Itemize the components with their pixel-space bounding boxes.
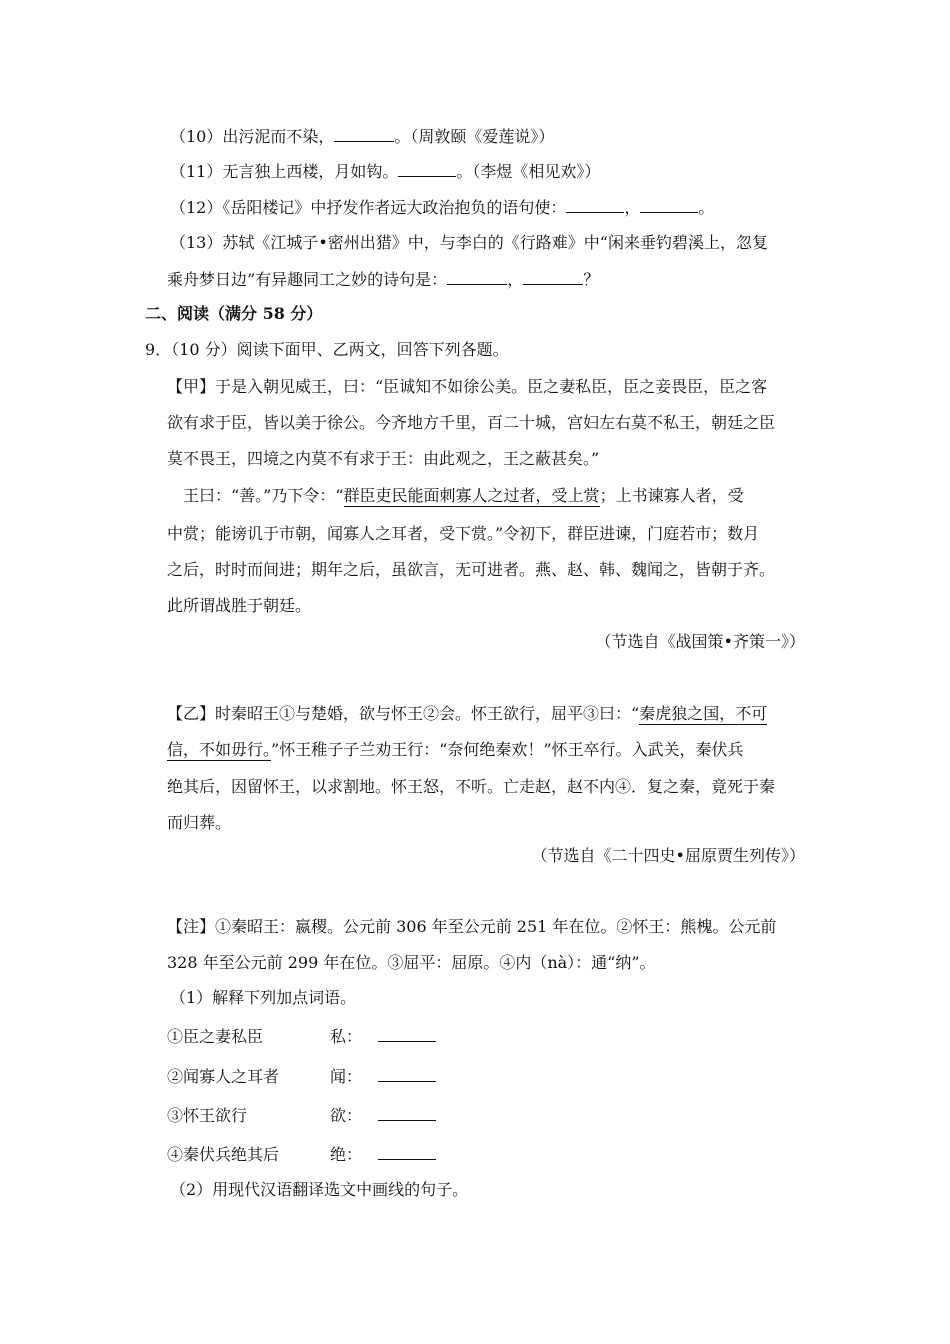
vocab-answer <box>330 1105 436 1127</box>
note-line: 【注】①秦昭王：嬴稷。公元前 306 年至公元前 251 年在位。②怀王：熊槐。公元前 <box>167 917 777 936</box>
subquestion-2-prompt: （2）用现代汉语翻译选文中画线的句子。 <box>170 1180 469 1199</box>
q11-source: 。（李煜《相见欢》） <box>456 162 601 181</box>
q10-source: 。（周敦颐《爱莲说》） <box>394 127 555 146</box>
question-11 <box>170 161 600 183</box>
vocab-answer <box>330 1144 436 1166</box>
vocab-word: 绝： <box>330 1145 363 1164</box>
answer-blank[interactable] <box>447 270 507 285</box>
underlined-sentence: 群臣吏民能面刺寡人之过者，受上赏 <box>343 486 600 505</box>
vocab-phrase: ④秦伏兵绝其后 <box>167 1145 280 1164</box>
passage-yi-line: 而归葬。 <box>167 813 232 832</box>
passage-yi-line: 【乙】时秦昭王①与楚婚，欲与怀王②会。怀王欲行，屈平③曰：“秦虎狼之国，不可 <box>167 704 768 723</box>
vocab-answer <box>330 1026 436 1048</box>
vocab-phrase: ①臣之妻私臣 <box>167 1027 264 1046</box>
section-heading: 二、阅读（满分 58 分） <box>145 304 323 323</box>
vocab-word: 欲： <box>330 1106 363 1125</box>
answer-blank[interactable] <box>640 198 698 213</box>
answer-blank[interactable] <box>398 162 456 177</box>
answer-blank[interactable] <box>378 1067 436 1082</box>
vocab-phrase: ②闻寡人之耳者 <box>167 1067 280 1086</box>
passage-jia-line: 【甲】于是入朝见威王，曰：“臣诚知不如徐公美。臣之妻私臣，臣之妾畏臣，臣之客 <box>167 377 768 396</box>
passage-jia-source: （节选自《战国策•齐策一》） <box>595 632 805 651</box>
vocab-item <box>167 1105 247 1127</box>
vocab-item <box>167 1144 279 1166</box>
answer-blank[interactable] <box>566 198 624 213</box>
answer-blank[interactable] <box>378 1106 436 1121</box>
answer-blank[interactable] <box>378 1145 436 1160</box>
passage-yi-line: 绝其后，因留怀王，以求割地。怀王怒，不听。亡走赵，赵不内④．复之秦，竟死于秦 <box>167 777 776 796</box>
passage-jia-line: 欲有求于臣，皆以美于徐公。今齐地方千里，百二十城，宫妇左右莫不私王，朝廷之臣 <box>167 413 776 432</box>
vocab-item <box>167 1066 279 1088</box>
passage-jia-line: 中赏；能谤讥于市朝，闻寡人之耳者，受下赏。”令初下，群臣进谏，门庭若市；数月 <box>167 524 760 543</box>
question-10 <box>170 126 554 148</box>
answer-blank[interactable] <box>378 1027 436 1042</box>
note-line: 328 年至公元前 299 年在位。③屈平：屈原。④内（nà）：通“纳”。 <box>167 953 656 972</box>
question-13-line2: 乘舟梦日边”有异趣同工之妙的诗句是： ， ？ <box>167 270 600 289</box>
underlined-sentence: 秦虎狼之国，不可 <box>639 704 768 723</box>
passage-jia-line: 此所谓战胜于朝廷。 <box>167 596 312 615</box>
passage-jia-line: 王曰：“善。”乃下令：“群臣吏民能面刺寡人之过者，受上赏；上书谏寡人者，受 <box>183 486 744 505</box>
passage-jia-line: 之后，时时而间进；期年之后，虽欲言，无可进者。燕、赵、韩、魏闻之，皆朝于齐。 <box>167 560 776 579</box>
question-12: （12）《岳阳楼记》中抒发作者远大政治抱负的语句使： ， 。 <box>170 198 715 217</box>
question-9-intro: 9．（10 分）阅读下面甲、乙两文，回答下列各题。 <box>145 340 509 359</box>
underlined-sentence: 信，不如毋行。 <box>167 740 272 759</box>
vocab-phrase: ③怀王欲行 <box>167 1106 248 1125</box>
q12-text: （12）《岳阳楼记》中抒发作者远大政治抱负的语句使： <box>170 198 567 217</box>
vocab-answer <box>330 1066 436 1088</box>
vocab-word: 私： <box>330 1027 363 1046</box>
vocab-item <box>167 1026 263 1048</box>
q10-text: （10）出污泥而不染， <box>170 127 335 146</box>
answer-blank[interactable] <box>334 127 394 142</box>
passage-yi-line: 信，不如毋行。”怀王稚子子兰劝王行：“奈何绝秦欢！”怀王卒行。入武关，秦伏兵 <box>167 740 744 759</box>
passage-jia-line: 莫不畏王，四境之内莫不有求于王：由此观之，王之蔽甚矣。” <box>167 449 600 468</box>
subquestion-1-prompt: （1）解释下列加点词语。 <box>170 988 357 1007</box>
answer-blank[interactable] <box>523 270 583 285</box>
q11-text: （11）无言独上西楼，月如钩。 <box>170 162 399 181</box>
passage-yi-source: （节选自《二十四史•屈原贾生列传》） <box>531 846 805 865</box>
vocab-word: 闻： <box>330 1067 363 1086</box>
question-13-line1: （13）苏轼《江城子•密州出猎》中，与李白的《行路难》中“闲来垂钓碧溪上，忽复 <box>170 233 768 252</box>
